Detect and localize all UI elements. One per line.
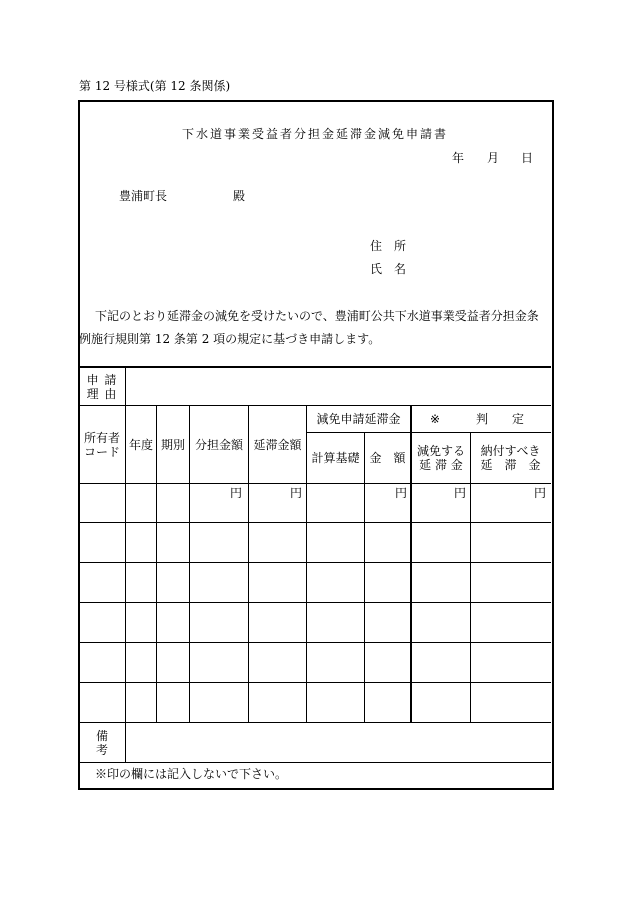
amount-header: 金 額 bbox=[369, 451, 406, 465]
payable-line-1: 納付すべき bbox=[480, 444, 541, 458]
reason-label-line-2: 理 由 bbox=[86, 386, 118, 401]
statement-line-2: 例施行規則第 12 条第 2 項の規定に基づき申請します。 bbox=[79, 332, 381, 346]
table-row[interactable] bbox=[79, 683, 550, 722]
owner-code-header bbox=[79, 406, 125, 483]
table-row[interactable] bbox=[79, 603, 550, 642]
address-label: 住 所 bbox=[370, 239, 407, 253]
footnote: ※印の欄には記入しないで下さい。 bbox=[95, 767, 288, 781]
form-number: 第 12 号様式(第 12 条関係) bbox=[79, 79, 231, 93]
assessment-yen-unit: 円 bbox=[230, 486, 243, 500]
table-row[interactable] bbox=[79, 523, 550, 562]
addressee-honorific: 殿 bbox=[233, 189, 246, 203]
remarks-bottom-rule bbox=[79, 762, 551, 763]
reason-field[interactable] bbox=[126, 368, 550, 405]
exempt-line-1: 減免する bbox=[416, 444, 465, 458]
table-row[interactable] bbox=[79, 484, 550, 522]
remarks-label-line-1: 備 bbox=[95, 728, 108, 743]
year-header: 年度 bbox=[128, 437, 153, 452]
date-day-label: 日 bbox=[521, 151, 534, 165]
statement-line-1: 下記のとおり延滞金の減免を受けたいので、豊浦町公共下水道事業受益者分担金条 bbox=[95, 309, 539, 323]
exemption-group-header: 減免申請延滞金 bbox=[316, 412, 401, 426]
late-fee-yen-unit: 円 bbox=[290, 486, 303, 500]
exempt-amount-header bbox=[412, 433, 470, 483]
calc-basis-header: 計算基礎 bbox=[311, 451, 360, 465]
assessment-header: 分担金額 bbox=[194, 437, 243, 452]
remarks-label bbox=[79, 723, 125, 762]
remarks-label-line-2: 考 bbox=[95, 742, 108, 757]
name-label: 氏 名 bbox=[370, 262, 407, 276]
addressee-name: 豊浦町長 bbox=[119, 189, 168, 203]
reason-label bbox=[79, 368, 125, 405]
exempt-line-2: 延 滞 金 bbox=[419, 458, 463, 472]
date-month-label: 月 bbox=[487, 151, 500, 165]
reason-label-line-1: 申 請 bbox=[86, 372, 118, 387]
owner-code-line-1: 所有者 bbox=[83, 430, 120, 445]
remarks-field[interactable] bbox=[126, 723, 550, 762]
amount-yen-unit: 円 bbox=[395, 486, 408, 500]
decision-mark: ※ bbox=[430, 412, 441, 426]
payable-yen-unit: 円 bbox=[534, 486, 547, 500]
form-title: 下水道事業受益者分担金延滞金減免申請書 bbox=[181, 127, 448, 141]
decision-group-header: 判 定 bbox=[476, 412, 525, 426]
late-fee-header: 延滞金額 bbox=[253, 437, 302, 452]
table-row[interactable] bbox=[79, 643, 550, 682]
date-year-label: 年 bbox=[452, 151, 465, 165]
payable-amount-header bbox=[471, 433, 550, 483]
payable-line-2: 延 滞 金 bbox=[480, 458, 541, 472]
period-header: 期別 bbox=[160, 437, 185, 452]
owner-code-line-2: コード bbox=[83, 444, 120, 459]
table-row[interactable] bbox=[79, 563, 550, 602]
exempt-yen-unit: 円 bbox=[454, 486, 467, 500]
